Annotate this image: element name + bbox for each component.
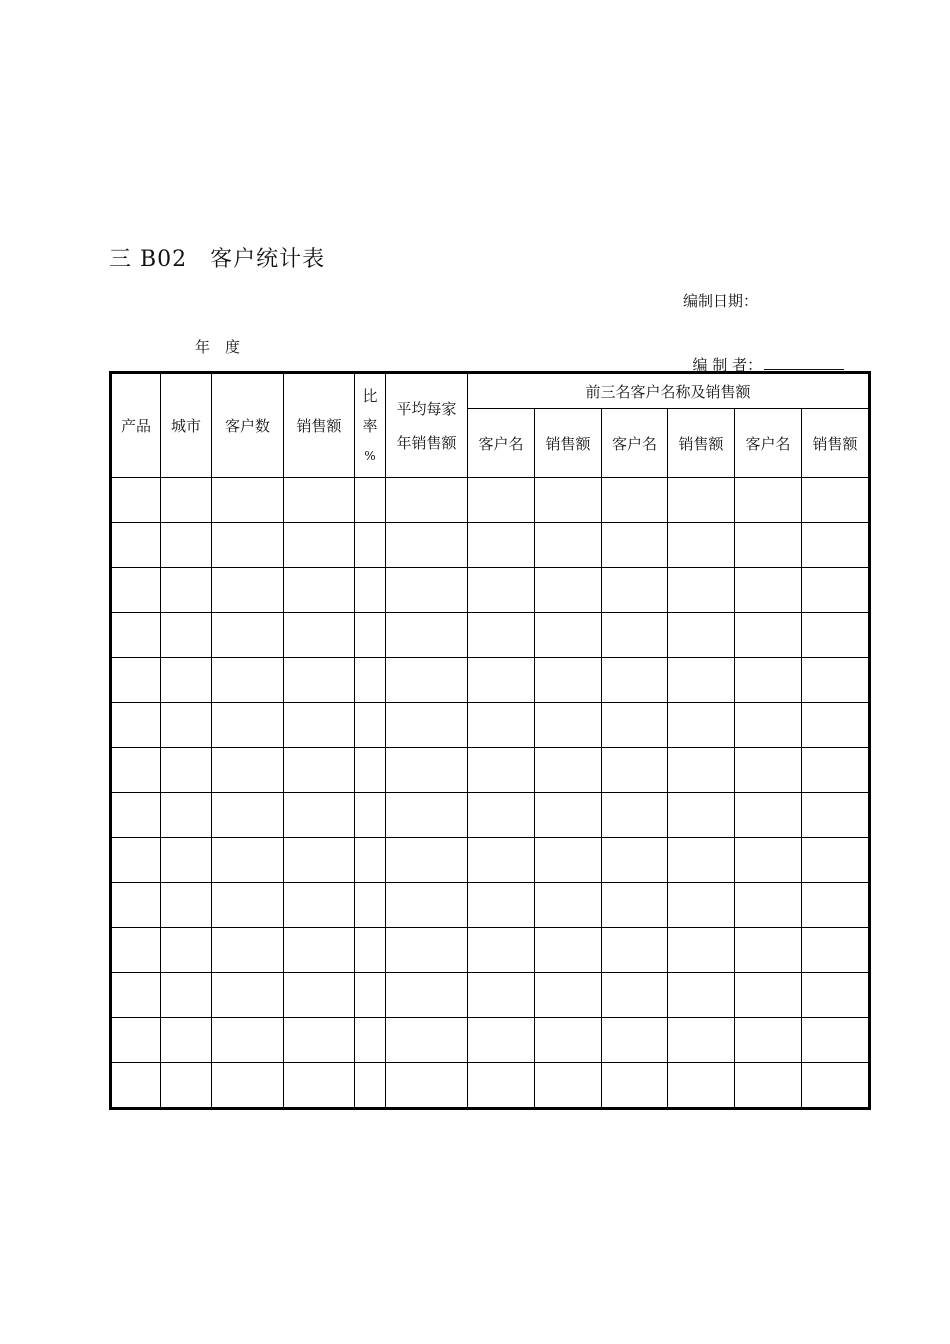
year-label: 年 度 bbox=[195, 338, 241, 356]
table-cell[interactable] bbox=[111, 523, 161, 568]
table-cell[interactable] bbox=[468, 658, 535, 703]
editor-blank-line bbox=[764, 357, 844, 370]
table-cell[interactable] bbox=[386, 658, 468, 703]
table-cell[interactable] bbox=[284, 883, 355, 928]
table-cell[interactable] bbox=[668, 928, 735, 973]
table-cell[interactable] bbox=[386, 613, 468, 658]
table-cell[interactable] bbox=[535, 478, 602, 523]
table-cell[interactable] bbox=[386, 703, 468, 748]
table-cell[interactable] bbox=[802, 478, 870, 523]
table-cell[interactable] bbox=[468, 973, 535, 1018]
table-cell[interactable] bbox=[111, 568, 161, 613]
table-row bbox=[111, 928, 870, 973]
table-cell[interactable] bbox=[535, 748, 602, 793]
table-cell[interactable] bbox=[284, 973, 355, 1018]
table-cell[interactable] bbox=[386, 568, 468, 613]
table-cell[interactable] bbox=[111, 1063, 161, 1109]
header-customer-count: 客户数 bbox=[212, 373, 284, 478]
table-cell[interactable] bbox=[668, 748, 735, 793]
table-cell[interactable] bbox=[284, 793, 355, 838]
table-cell[interactable] bbox=[735, 1063, 802, 1109]
table-cell[interactable] bbox=[535, 1018, 602, 1063]
table-cell[interactable] bbox=[735, 748, 802, 793]
header-product: 产品 bbox=[111, 373, 161, 478]
header-top2-sales: 销售额 bbox=[668, 409, 735, 478]
table-cell[interactable] bbox=[284, 748, 355, 793]
table-cell[interactable] bbox=[802, 1063, 870, 1109]
table-cell[interactable] bbox=[386, 838, 468, 883]
table-cell[interactable] bbox=[602, 748, 668, 793]
table-cell[interactable] bbox=[161, 478, 212, 523]
table-cell[interactable] bbox=[535, 658, 602, 703]
table-cell[interactable] bbox=[535, 568, 602, 613]
table-cell[interactable] bbox=[802, 928, 870, 973]
table-cell[interactable] bbox=[386, 883, 468, 928]
header-top1-sales: 销售额 bbox=[535, 409, 602, 478]
table-cell[interactable] bbox=[802, 1018, 870, 1063]
table-cell[interactable] bbox=[802, 973, 870, 1018]
table-cell[interactable] bbox=[602, 1063, 668, 1109]
table-cell[interactable] bbox=[668, 1063, 735, 1109]
table-cell[interactable] bbox=[535, 928, 602, 973]
header-top3-name: 客户名 bbox=[735, 409, 802, 478]
table-cell[interactable] bbox=[355, 838, 386, 883]
table-cell[interactable] bbox=[468, 838, 535, 883]
header-sales: 销售额 bbox=[284, 373, 355, 478]
table-cell[interactable] bbox=[111, 928, 161, 973]
table-cell[interactable] bbox=[802, 838, 870, 883]
header-avg-sales-line-2: 年销售额 bbox=[396, 433, 457, 452]
table-cell[interactable] bbox=[468, 478, 535, 523]
table-cell[interactable] bbox=[161, 523, 212, 568]
table-cell[interactable] bbox=[161, 1018, 212, 1063]
table-cell[interactable] bbox=[212, 703, 284, 748]
table-row bbox=[111, 973, 870, 1018]
table-cell[interactable] bbox=[355, 1063, 386, 1109]
table-cell[interactable] bbox=[602, 478, 668, 523]
table-cell[interactable] bbox=[735, 883, 802, 928]
header-top3-group: 前三名客户名称及销售额 bbox=[468, 373, 870, 409]
table-cell[interactable] bbox=[535, 973, 602, 1018]
table-row bbox=[111, 658, 870, 703]
table-cell[interactable] bbox=[386, 748, 468, 793]
table-cell[interactable] bbox=[802, 703, 870, 748]
table-cell[interactable] bbox=[602, 658, 668, 703]
table-cell[interactable] bbox=[386, 523, 468, 568]
table-cell[interactable] bbox=[111, 973, 161, 1018]
table-cell[interactable] bbox=[668, 613, 735, 658]
table-cell[interactable] bbox=[111, 793, 161, 838]
table-cell[interactable] bbox=[161, 793, 212, 838]
table-cell[interactable] bbox=[668, 568, 735, 613]
table-cell[interactable] bbox=[212, 1018, 284, 1063]
header-top1-name: 客户名 bbox=[468, 409, 535, 478]
table-cell[interactable] bbox=[284, 1018, 355, 1063]
table-cell[interactable] bbox=[212, 973, 284, 1018]
editor-field bbox=[683, 336, 844, 375]
table-cell[interactable] bbox=[111, 658, 161, 703]
table-cell[interactable] bbox=[111, 703, 161, 748]
table-cell[interactable] bbox=[161, 838, 212, 883]
table-cell[interactable] bbox=[161, 658, 212, 703]
table-cell[interactable] bbox=[468, 793, 535, 838]
table-cell[interactable] bbox=[386, 1018, 468, 1063]
table-cell[interactable] bbox=[386, 1063, 468, 1109]
table-cell[interactable] bbox=[111, 478, 161, 523]
table-cell[interactable] bbox=[355, 748, 386, 793]
table-cell[interactable] bbox=[284, 838, 355, 883]
header-ratio-char-1: 比 bbox=[362, 386, 378, 405]
table-cell[interactable] bbox=[161, 748, 212, 793]
page-title: 三 B02 客户统计表 bbox=[109, 247, 326, 272]
table-row bbox=[111, 748, 870, 793]
header-avg-sales bbox=[386, 373, 468, 478]
table-cell[interactable] bbox=[535, 1063, 602, 1109]
table-cell[interactable] bbox=[212, 748, 284, 793]
table-cell[interactable] bbox=[602, 523, 668, 568]
table-cell[interactable] bbox=[735, 838, 802, 883]
table-cell[interactable] bbox=[212, 613, 284, 658]
table-cell[interactable] bbox=[468, 1018, 535, 1063]
table-cell[interactable] bbox=[355, 973, 386, 1018]
table-cell[interactable] bbox=[468, 568, 535, 613]
table-cell[interactable] bbox=[355, 658, 386, 703]
table-cell[interactable] bbox=[284, 613, 355, 658]
table-cell[interactable] bbox=[735, 613, 802, 658]
table-cell[interactable] bbox=[468, 883, 535, 928]
table-cell[interactable] bbox=[468, 748, 535, 793]
table-row bbox=[111, 793, 870, 838]
table-cell[interactable] bbox=[668, 523, 735, 568]
table-cell[interactable] bbox=[802, 613, 870, 658]
table-cell[interactable] bbox=[668, 478, 735, 523]
table-cell[interactable] bbox=[284, 523, 355, 568]
table-row bbox=[111, 478, 870, 523]
table-cell[interactable] bbox=[386, 478, 468, 523]
table-row bbox=[111, 703, 870, 748]
table-cell[interactable] bbox=[735, 973, 802, 1018]
table-cell[interactable] bbox=[284, 568, 355, 613]
table-cell[interactable] bbox=[668, 658, 735, 703]
table-cell[interactable] bbox=[386, 928, 468, 973]
table-cell[interactable] bbox=[284, 928, 355, 973]
table-cell[interactable] bbox=[602, 703, 668, 748]
table-cell[interactable] bbox=[355, 703, 386, 748]
table-cell[interactable] bbox=[535, 883, 602, 928]
table-cell[interactable] bbox=[735, 703, 802, 748]
table-cell[interactable] bbox=[535, 613, 602, 658]
compile-date-label: 编制日期： bbox=[683, 292, 759, 310]
table-cell[interactable] bbox=[735, 1018, 802, 1063]
table-cell[interactable] bbox=[161, 973, 212, 1018]
table-cell[interactable] bbox=[802, 748, 870, 793]
table-cell[interactable] bbox=[468, 928, 535, 973]
table-cell[interactable] bbox=[668, 1018, 735, 1063]
table-cell[interactable] bbox=[284, 1063, 355, 1109]
table-cell[interactable] bbox=[111, 838, 161, 883]
table-cell[interactable] bbox=[355, 523, 386, 568]
table-cell[interactable] bbox=[212, 883, 284, 928]
table-cell[interactable] bbox=[355, 478, 386, 523]
table-cell[interactable] bbox=[161, 883, 212, 928]
table-cell[interactable] bbox=[161, 1063, 212, 1109]
table-row bbox=[111, 838, 870, 883]
header-avg-sales-line-1: 平均每家 bbox=[396, 399, 457, 418]
table-cell[interactable] bbox=[735, 478, 802, 523]
header-ratio bbox=[355, 373, 386, 478]
table-cell[interactable] bbox=[212, 523, 284, 568]
table-cell[interactable] bbox=[212, 1063, 284, 1109]
table-cell[interactable] bbox=[355, 883, 386, 928]
table-cell[interactable] bbox=[355, 613, 386, 658]
table-cell[interactable] bbox=[161, 928, 212, 973]
table-cell[interactable] bbox=[161, 613, 212, 658]
table-row bbox=[111, 613, 870, 658]
table-cell[interactable] bbox=[111, 748, 161, 793]
table-cell[interactable] bbox=[355, 1018, 386, 1063]
table-cell[interactable] bbox=[602, 793, 668, 838]
table-cell[interactable] bbox=[602, 613, 668, 658]
header-top3-sales: 销售额 bbox=[802, 409, 870, 478]
table-cell[interactable] bbox=[735, 793, 802, 838]
table-cell[interactable] bbox=[802, 523, 870, 568]
table-cell[interactable] bbox=[668, 973, 735, 1018]
table-cell[interactable] bbox=[802, 568, 870, 613]
table-cell[interactable] bbox=[602, 973, 668, 1018]
table-cell[interactable] bbox=[355, 793, 386, 838]
table-cell[interactable] bbox=[602, 883, 668, 928]
header-top2-name: 客户名 bbox=[602, 409, 668, 478]
table-cell[interactable] bbox=[535, 793, 602, 838]
table-cell[interactable] bbox=[212, 838, 284, 883]
table-cell[interactable] bbox=[355, 568, 386, 613]
table-cell[interactable] bbox=[735, 658, 802, 703]
table-cell[interactable] bbox=[602, 838, 668, 883]
table-cell[interactable] bbox=[212, 568, 284, 613]
table-row bbox=[111, 883, 870, 928]
table-cell[interactable] bbox=[735, 568, 802, 613]
header-ratio-char-2: 率 bbox=[362, 416, 378, 435]
table-row bbox=[111, 523, 870, 568]
table-cell[interactable] bbox=[535, 703, 602, 748]
table-cell[interactable] bbox=[668, 838, 735, 883]
table-cell[interactable] bbox=[212, 658, 284, 703]
table-cell[interactable] bbox=[284, 703, 355, 748]
table-cell[interactable] bbox=[284, 658, 355, 703]
table-cell[interactable] bbox=[468, 1063, 535, 1109]
table-cell[interactable] bbox=[735, 928, 802, 973]
table-body bbox=[111, 478, 870, 1109]
customer-stat-table bbox=[109, 371, 871, 1110]
table-cell[interactable] bbox=[668, 793, 735, 838]
table-cell[interactable] bbox=[468, 523, 535, 568]
table-row bbox=[111, 568, 870, 613]
table-cell[interactable] bbox=[111, 883, 161, 928]
table-cell[interactable] bbox=[386, 973, 468, 1018]
table-row bbox=[111, 1063, 870, 1109]
table-cell[interactable] bbox=[602, 928, 668, 973]
table-cell[interactable] bbox=[355, 928, 386, 973]
table-cell[interactable] bbox=[735, 523, 802, 568]
table-cell[interactable] bbox=[111, 1018, 161, 1063]
table-cell[interactable] bbox=[602, 568, 668, 613]
table-cell[interactable] bbox=[111, 613, 161, 658]
table-cell[interactable] bbox=[468, 703, 535, 748]
table-cell[interactable] bbox=[802, 658, 870, 703]
table-cell[interactable] bbox=[802, 793, 870, 838]
table-cell[interactable] bbox=[212, 793, 284, 838]
table-cell[interactable] bbox=[668, 703, 735, 748]
table-cell[interactable] bbox=[602, 1018, 668, 1063]
table-cell[interactable] bbox=[161, 568, 212, 613]
table-cell[interactable] bbox=[802, 883, 870, 928]
table-cell[interactable] bbox=[161, 703, 212, 748]
table-cell[interactable] bbox=[212, 478, 284, 523]
table-cell[interactable] bbox=[668, 883, 735, 928]
table-cell[interactable] bbox=[535, 523, 602, 568]
table-cell[interactable] bbox=[386, 793, 468, 838]
table-cell[interactable] bbox=[212, 928, 284, 973]
table-cell[interactable] bbox=[468, 613, 535, 658]
table-row bbox=[111, 1018, 870, 1063]
table-cell[interactable] bbox=[535, 838, 602, 883]
header-city: 城市 bbox=[161, 373, 212, 478]
table-cell[interactable] bbox=[284, 478, 355, 523]
header-ratio-char-3: % bbox=[364, 448, 376, 463]
editor-label: 编 制 者： bbox=[692, 356, 763, 374]
